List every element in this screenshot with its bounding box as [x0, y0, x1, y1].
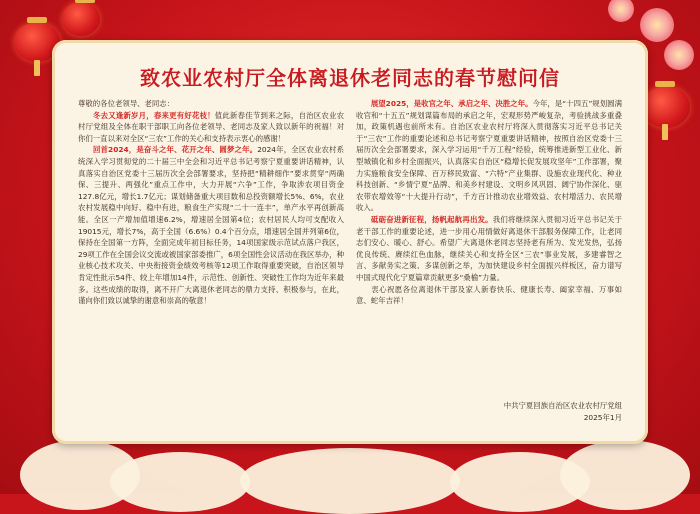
body-text: 2024年，全区农业农村系统深入学习贯彻党的二十届三中全会和习近平总书记考察宁夏重要讲话精神，认真落实自治区党委十三届历次全会部署要求，坚持把“精耕细作”要求贯穿“两确保、三提升、两强化”重点工作中，大力开展“六争”工作，争取涉农项目资金127.8亿元，增长1.7亿元；谋划储备重大项目数和总投资额增长5%、6%，农业农村发展稳中向好、稳中有进，粮食生产实现“二十一连丰”，单产水平再创新高能。全区一产增加值增速6.2%，增速居全国第4位；农村居民人均可支配收入19015元，增长7%，高于全国（6.6%）0.4个百分点，增速居全国并列第6位，保持在全国第一方阵，全面完成年初目标任务，14项国家级示范试点落户我区，29项工作在全国会议交流或被国家部委推广，6项全国性会议活动在我区举办，种业核心技术攻关、中央衔接资金绩效考核等12项工作取得重要突破，自治区领导肯定性批示54件、较上年增加14件，示范性、创新性、突破性工作均为近年来最多。这些成绩的取得，离不开广大离退休老同志的鼎力支持、积极参与，在此，谨向你们致以诚挚的谢意和崇高的敬意！ [78, 145, 344, 306]
cloud-icon [560, 440, 690, 510]
lantern-icon [642, 86, 690, 128]
paragraph [78, 144, 344, 306]
paragraph [356, 284, 622, 307]
cloud-icon [110, 452, 250, 512]
highlight-text: 砥砺奋进新征程，扬帆起航再出发。 [370, 214, 493, 224]
page-title: 致农业农村厅全体离退休老同志的春节慰问信 [140, 66, 560, 90]
highlight-text: 回首2024，是奋斗之年、花开之年、圆梦之年。 [92, 145, 258, 155]
signature-date: 2025年1月 [583, 413, 622, 422]
cloud-icon [240, 448, 460, 514]
left-column [78, 98, 344, 307]
highlight-text: 冬去又逢新岁月，春来更有好花枝！ [92, 110, 215, 120]
paragraph [356, 98, 622, 214]
signature-org: 中共宁夏回族自治区农业农村厅党组 [503, 401, 622, 410]
flower-icon [640, 8, 674, 42]
flower-icon [664, 40, 694, 70]
body-text: 我们将继续深入贯彻习近平总书记关于老干部工作的重要论述，进一步用心用情做好离退休干部服务保障工作，让老同志们安心、暖心、舒心。希望广大离退休老同志坚持老有所为、发光发热，弘扬优良传统、赓续红色血脉，继续关心和支持全区“三农”事业发展，多建睿智之言、多献务实之策、多谋创新之举，为加快建设乡村全面振兴样板区，奋力谱写中国式现代化宁夏篇章贡献更多“桑榆”力量。 [356, 214, 622, 282]
salutation: 尊敬的各位老领导、老同志： [78, 99, 175, 108]
letter-paper [52, 40, 648, 444]
body-text: 今年，是“十四五”规划圆满收官和“十五五”规划谋篇布局的承启之年，宏观形势严峻复杂，考验挑战多重叠加，政策机遇也前所未有。自治区农业农村厅将深入贯彻落实习近平总书记关于“三农”工作的重要论述和总书记考察宁夏重要讲话精神，按照自治区党委十三届历次全会部署要求，深入学习运用“千万工程”经验，统筹推进新型工业化、新型城镇化和乡村全面振兴，认真落实自治区“稳增长促发展攻坚年”工作部署，聚力实施粮食安全保障、百万移民致富、“六特”产业集群、设施农业现代化、种业科技创新、“乡情宁夏”品牌、和美乡村建设、文明乡风巩固、阔宁协作深化、驱农带农增效等“十大提升行动”，千方百计推动农业增效益、农村增活力、农民增收入。 [356, 99, 622, 213]
highlight-text: 展望2025，是收官之年、承启之年、决胜之年。 [370, 99, 533, 108]
paragraph [356, 214, 622, 284]
paragraph [78, 110, 344, 145]
body-text: 衷心祝愿各位离退休干部及家人新春快乐、健康长寿、阖家幸福、万事如意、蛇年吉祥！ [356, 284, 622, 306]
body-text: 值此新春佳节到来之际，自治区农业农村厅党组及全体在职干部职工向各位老领导、老同志及家人致以新年的祝福！对你们一直以来对全区“三农”工作的关心和支持表示衷心的感谢！ [78, 110, 344, 143]
right-column [356, 98, 622, 307]
lantern-icon [62, 2, 100, 36]
signature [504, 400, 622, 424]
